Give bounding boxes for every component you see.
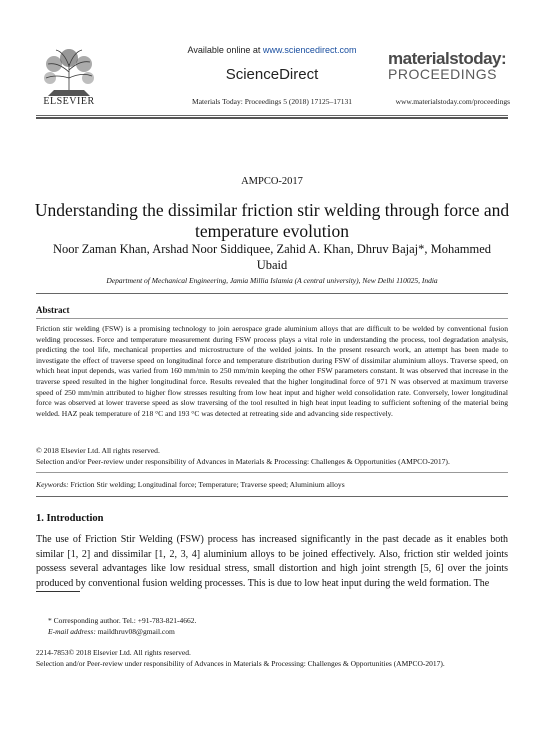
abstract-text: Friction stir welding (FSW) is a promising technology to join aerospace grade aluminium alloys that are difficult to be welded by conventional fusion welding processes. Force and temperature measurement during FSW process plays a vital role in understanding the process, tool degradation analysis, predicting the tool life, mechanical properties and microstructure of the welded joints. In the present research work, an attempt has been made to investigate the effect of traverse speed on longitudinal force and temperature distribution during FSW of dissimilar aluminium alloys. Traverse speed, on which heat input depends, was varied from 160 mm/min to 250 mm/min keeping the other FSW parameters constant. It was observed that increase in the traverse speed resulted in the higher longitudinal force. Results revealed that the higher longitudinal force of 971 N was observed at maximum traverse speed of 250 mm/min attributed to higher flow stresses resulting from low heat input and higher weld consolidation rate. Conversely, lower longitudinal force was observed at lower traverse speed as slow traversing of the tool resulted in high heat input leading to sufficient softening of the material being welded. HAZ peak temperature of 218 °C and 193 °C was detected at retreating side and advancing side respectively. [36,324,508,418]
availability-prefix: Available online at [187,45,263,55]
issn-line: 2214-7853© 2018 Elsevier Ltd. All rights reserved. [36,648,191,657]
email-label: E-mail address: [48,627,96,636]
sciencedirect-link[interactable]: www.sciencedirect.com [262,45,357,55]
abstract-rule [36,318,508,319]
header-rule [36,115,508,116]
title-rule [36,293,508,294]
copyright-notice: © 2018 Elsevier Ltd. All rights reserved. [36,446,160,455]
conference-name: AMPCO-2017 [241,176,303,187]
keywords-line [36,480,345,489]
elsevier-wordmark: ELSEVIER [43,96,95,107]
keywords-label: Keywords: [36,480,69,489]
author-list: Noor Zaman Khan, Arshad Noor Siddiquee, Zahid A. Khan, Dhruv Bajaj*, Mohammed Ubaid [52,242,492,272]
abstract-body [36,324,508,419]
materials-today-logo [388,50,528,81]
email-address[interactable]: maildhruv08@gmail.com [95,627,175,636]
peer-review-notice: Selection and/or Peer-review under responsibility of Advances in Materials & Processing: Challenges & Opportunities (AMPCO-2017). [36,457,450,466]
introduction-text: The use of Friction Stir Welding (FSW) process has increased significantly in the past decade as it enables both similar [1, 2] and dissimilar [1, 2, 3, 4] aluminium alloys to be joined effectively. Also, friction stir welded joints possess several advantages like low residual stress, small distortion and high joint strength [5, 6] over the joints produced by conventional fusion welding processes. This is due to low heat input during the weld formation. The [36,534,508,589]
proceedings-wordmark: PROCEEDINGS [388,66,497,82]
header-rule-thick [36,117,508,119]
abstract-heading: Abstract [36,305,70,315]
journal-url[interactable]: www.materialstoday.com/proceedings [395,97,510,106]
paper-title: Understanding the dissimilar friction stir welding through force and temperature evolution [34,200,510,241]
materials-today-wordmark: materialstoday: [388,49,507,68]
corresponding-author-note: * Corresponding author. Tel.: +91-783-821-4662. [48,616,197,625]
keywords-rule-top [36,472,508,473]
sciencedirect-title: ScienceDirect [225,66,319,83]
footnote-rule [36,591,80,592]
journal-reference: Materials Today: Proceedings 5 (2018) 17125–17131 [192,97,352,106]
footer-peer-review-notice: Selection and/or Peer-review under responsibility of Advances in Materials & Processing: Challenges & Opportunities (AMPCO-2017). [36,659,445,668]
affiliation: Department of Mechanical Engineering, Jamia Millia Islamia (A central university), New Delhi 110025, India [106,276,438,285]
keywords-list: Friction Stir welding; Longitudinal force; Temperature; Traverse speed; Aluminium alloys [68,480,345,489]
keywords-rule-bottom [36,496,508,497]
introduction-heading: 1. Introduction [36,513,104,524]
email-note [48,627,175,636]
